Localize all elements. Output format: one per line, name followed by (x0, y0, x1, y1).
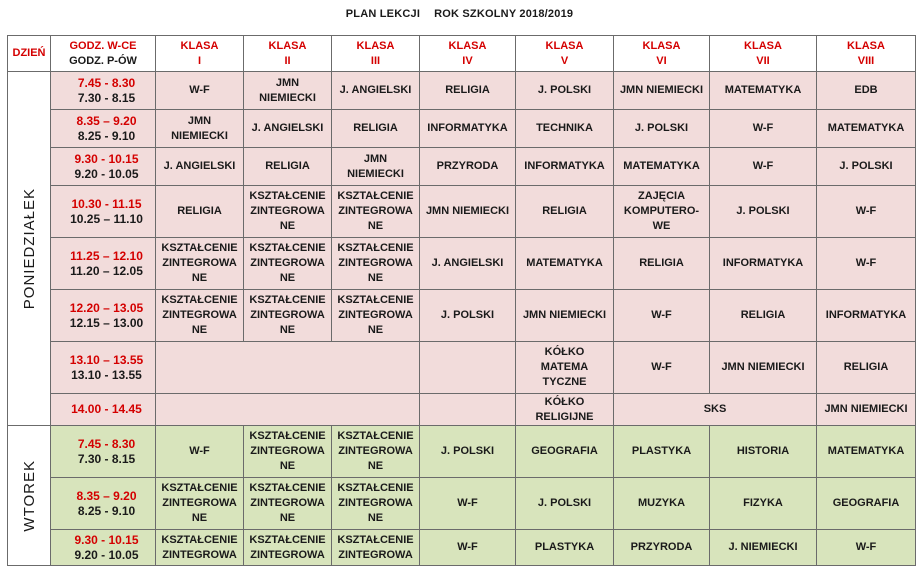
lesson-cell: MATEMATYKA (817, 110, 916, 148)
lesson-cell: KSZTAŁCENIE ZINTEGROWA (332, 530, 420, 566)
lesson-cell: RELIGIA (156, 186, 244, 238)
lesson-cell: EDB (817, 72, 916, 110)
lesson-cell: W-F (614, 342, 710, 394)
lesson-cell: KÓŁKO MATEMA TYCZNE (516, 342, 614, 394)
header-day: DZIEŃ (8, 36, 51, 72)
lesson-cell: KSZTAŁCENIE ZINTEGROWA NE (244, 478, 332, 530)
lesson-cell: PRZYRODA (614, 530, 710, 566)
time-slot: 12.20 – 13.05 12.15 – 13.00 (51, 290, 156, 342)
timetable (7, 35, 916, 566)
day-tuesday: WTOREK (8, 426, 51, 566)
lesson-cell: J. POLSKI (516, 72, 614, 110)
time-slot: 7.45 - 8.30 7.30 - 8.15 (51, 72, 156, 110)
lesson-cell: KSZTAŁCENIE ZINTEGROWA NE (244, 186, 332, 238)
lesson-cell: ZAJĘCIA KOMPUTERO- WE (614, 186, 710, 238)
lesson-cell: J. ANGIELSKI (420, 238, 516, 290)
lesson-cell: W-F (156, 72, 244, 110)
lesson-cell: KSZTAŁCENIE ZINTEGROWA NE (156, 238, 244, 290)
lesson-cell: J. POLSKI (420, 426, 516, 478)
lesson-cell: TECHNIKA (516, 110, 614, 148)
lesson-cell: W-F (817, 186, 916, 238)
time-slot: 10.30 - 11.15 10.25 – 11.10 (51, 186, 156, 238)
lesson-cell: FIZYKA (710, 478, 817, 530)
monday-row-7 (8, 342, 916, 394)
lesson-cell-sks: SKS (614, 394, 817, 426)
header-class-4: KLASA IV (420, 36, 516, 72)
lesson-cell: W-F (710, 110, 817, 148)
lesson-cell: JMN NIEMIECKI (156, 110, 244, 148)
page-title (0, 8, 919, 20)
lesson-cell: MATEMATYKA (817, 426, 916, 478)
lesson-cell: INFORMATYKA (710, 238, 817, 290)
tuesday-row-1 (8, 426, 916, 478)
lesson-cell: J. NIEMIECKI (710, 530, 817, 566)
header-time-bottom: GODZ. P-ÓW (69, 54, 137, 67)
monday-row-6 (8, 290, 916, 342)
lesson-cell: W-F (710, 148, 817, 186)
header-class-5: KLASA V (516, 36, 614, 72)
lesson-cell: INFORMATYKA (817, 290, 916, 342)
lesson-cell: J. POLSKI (817, 148, 916, 186)
header-class-1: KLASA I (156, 36, 244, 72)
monday-row-5 (8, 238, 916, 290)
lesson-cell: KSZTAŁCENIE ZINTEGROWA NE (244, 426, 332, 478)
lesson-cell: KSZTAŁCENIE ZINTEGROWA (156, 530, 244, 566)
day-monday: PONIEDZIAŁEK (8, 72, 51, 426)
time-slot: 9.30 - 10.15 9.20 - 10.05 (51, 148, 156, 186)
lesson-cell: KÓŁKO RELIGIJNE (516, 394, 614, 426)
lesson-cell: W-F (817, 238, 916, 290)
lesson-cell: INFORMATYKA (516, 148, 614, 186)
lesson-cell: GEOGRAFIA (817, 478, 916, 530)
lesson-cell: KSZTAŁCENIE ZINTEGROWA NE (156, 478, 244, 530)
lesson-cell: RELIGIA (710, 290, 817, 342)
header-class-2: KLASA II (244, 36, 332, 72)
header-class-8: KLASA VIII (817, 36, 916, 72)
time-slot: 14.00 - 14.45 (51, 394, 156, 426)
time-slot: 7.45 - 8.30 7.30 - 8.15 (51, 426, 156, 478)
lesson-cell: W-F (817, 530, 916, 566)
lesson-cell: JMN NIEMIECKI (614, 72, 710, 110)
lesson-cell: HISTORIA (710, 426, 817, 478)
lesson-cell: MATEMATYKA (614, 148, 710, 186)
empty-cell (420, 342, 516, 394)
monday-row-1 (8, 72, 916, 110)
lesson-cell: INFORMATYKA (420, 110, 516, 148)
header-row (8, 36, 916, 72)
lesson-cell: RELIGIA (332, 110, 420, 148)
monday-row-4 (8, 186, 916, 238)
lesson-cell: PLASTYKA (614, 426, 710, 478)
lesson-cell: RELIGIA (244, 148, 332, 186)
lesson-cell: W-F (420, 478, 516, 530)
monday-row-2 (8, 110, 916, 148)
title-plan: PLAN LEKCJI (345, 8, 421, 20)
lesson-cell: RELIGIA (516, 186, 614, 238)
time-slot: 11.25 – 12.10 11.20 – 12.05 (51, 238, 156, 290)
lesson-cell: KSZTAŁCENIE ZINTEGROWA NE (244, 238, 332, 290)
lesson-cell: KSZTAŁCENIE ZINTEGROWA (244, 530, 332, 566)
empty-cell (420, 394, 516, 426)
lesson-cell: JMN NIEMIECKI (332, 148, 420, 186)
lesson-cell: J. ANGIELSKI (332, 72, 420, 110)
monday-row-8 (8, 394, 916, 426)
lesson-cell: W-F (614, 290, 710, 342)
lesson-cell: JMN NIEMIECKI (420, 186, 516, 238)
lesson-cell: KSZTAŁCENIE ZINTEGROWA NE (332, 426, 420, 478)
lesson-cell: PLASTYKA (516, 530, 614, 566)
title-school-year: ROK SZKOLNY 2018/2019 (434, 8, 574, 20)
lesson-cell: PRZYRODA (420, 148, 516, 186)
lesson-cell: RELIGIA (817, 342, 916, 394)
header-time (51, 36, 156, 72)
header-class-7: KLASA VII (710, 36, 817, 72)
lesson-cell: JMN NIEMIECKI (244, 72, 332, 110)
lesson-cell: JMN NIEMIECKI (710, 342, 817, 394)
time-slot: 8.35 – 9.20 8.25 - 9.10 (51, 478, 156, 530)
tuesday-row-3 (8, 530, 916, 566)
lesson-cell: KSZTAŁCENIE ZINTEGROWA NE (156, 290, 244, 342)
lesson-cell: J. ANGIELSKI (244, 110, 332, 148)
lesson-cell: KSZTAŁCENIE ZINTEGROWA NE (332, 238, 420, 290)
lesson-cell: MATEMATYKA (710, 72, 817, 110)
empty-cell (156, 342, 420, 394)
lesson-cell: GEOGRAFIA (516, 426, 614, 478)
header-class-6: KLASA VI (614, 36, 710, 72)
lesson-cell: KSZTAŁCENIE ZINTEGROWA NE (332, 478, 420, 530)
time-slot: 13.10 – 13.55 13.10 - 13.55 (51, 342, 156, 394)
lesson-cell: W-F (156, 426, 244, 478)
lesson-cell: J. POLSKI (420, 290, 516, 342)
lesson-cell: RELIGIA (614, 238, 710, 290)
lesson-cell: KSZTAŁCENIE ZINTEGROWA NE (244, 290, 332, 342)
tuesday-row-2 (8, 478, 916, 530)
time-slot: 8.35 – 9.20 8.25 - 9.10 (51, 110, 156, 148)
lesson-cell: JMN NIEMIECKI (516, 290, 614, 342)
lesson-cell: W-F (420, 530, 516, 566)
header-time-top: GODZ. W-CE (69, 39, 137, 52)
lesson-cell: KSZTAŁCENIE ZINTEGROWA NE (332, 290, 420, 342)
lesson-cell: JMN NIEMIECKI (817, 394, 916, 426)
lesson-cell: RELIGIA (420, 72, 516, 110)
lesson-cell: MUZYKA (614, 478, 710, 530)
lesson-cell: MATEMATYKA (516, 238, 614, 290)
lesson-cell: KSZTAŁCENIE ZINTEGROWA NE (332, 186, 420, 238)
lesson-cell: J. POLSKI (710, 186, 817, 238)
header-class-3: KLASA III (332, 36, 420, 72)
lesson-cell: J. ANGIELSKI (156, 148, 244, 186)
lesson-cell: J. POLSKI (614, 110, 710, 148)
monday-row-3 (8, 148, 916, 186)
empty-cell (156, 394, 420, 426)
time-slot: 9.30 - 10.15 9.20 - 10.05 (51, 530, 156, 566)
lesson-cell: J. POLSKI (516, 478, 614, 530)
